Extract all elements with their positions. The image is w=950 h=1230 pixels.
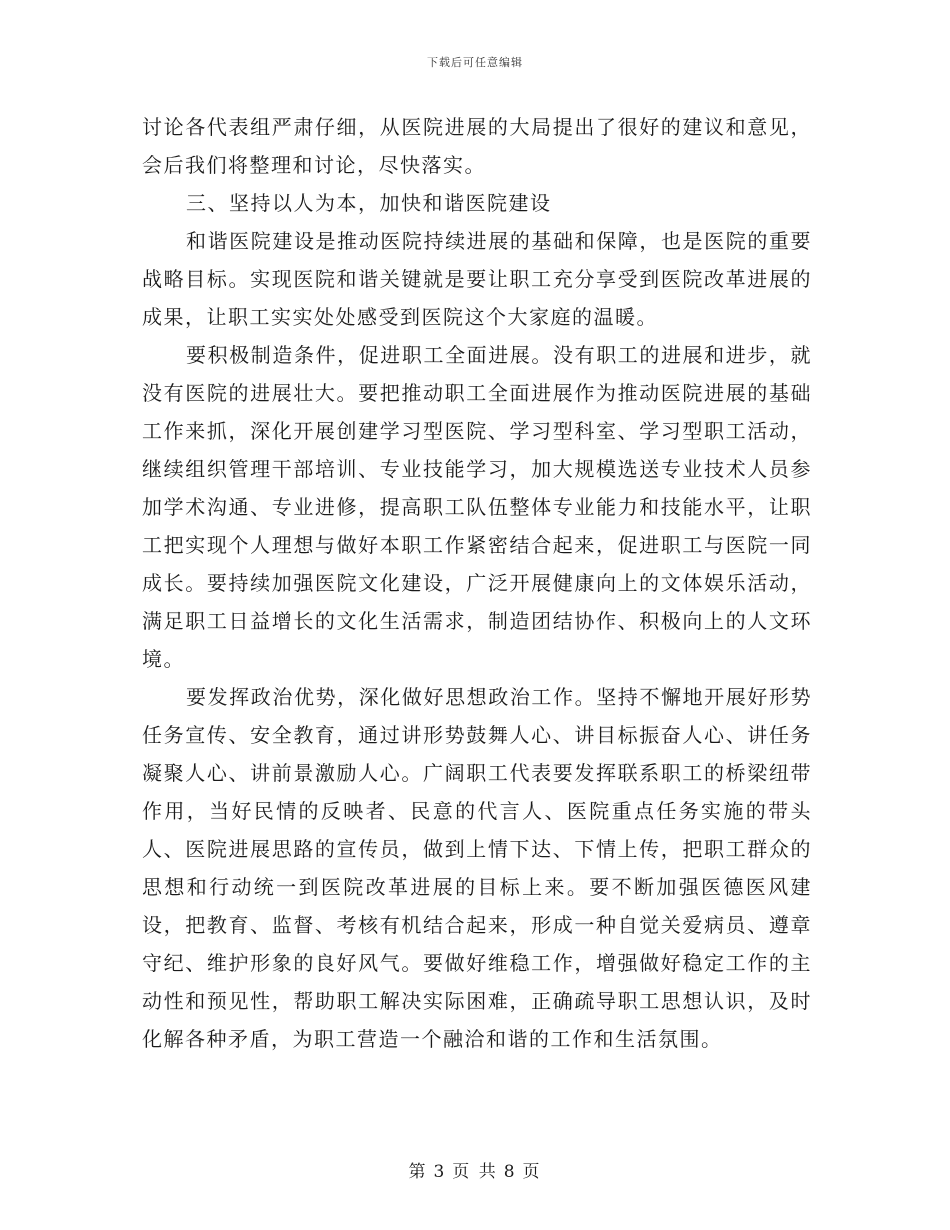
paragraph-continuation: 讨论各代表组严肃仔细，从医院进展的大局提出了很好的建议和意见，会后我们将整理和讨论，尽快落实。 xyxy=(142,115,812,177)
paragraph-harmonious-hospital: 和谐医院建设是推动医院持续进展的基础和保障，也是医院的重要战略目标。实现医院和谐关键就是要让职工充分享受到医院改革进展的成果，让职工实实处处感受到医院这个大家庭的温暖。 xyxy=(142,229,812,329)
footer-current-page: 3 xyxy=(433,1162,447,1182)
paragraph-political-work: 要发挥政治优势，深化做好思想政治工作。坚持不懈地开展好形势任务宣传、安全教育，通过讲形势鼓舞人心、讲目标振奋人心、讲任务凝聚人心、讲前景激励人心。广阔职工代表要发挥联系职工的桥梁纽带作用，当好民情的反映者、民意的代言人、医院重点任务实施的带头人、医院进展思路的宣传员，做到上情下达、下情上传，把职工群众的思想和行动统一到医院改革进展的目标上来。要不断加强医德医风建设，把教育、监督、考核有机结合起来，形成一种自觉关爱病员、遵章守纪、维护形象的良好风气。要做好维稳工作，增强做好稳定工作的主动性和预见性，帮助职工解决实际困难，正确疏导职工思想认识，及时化解各种矛盾，为职工营造一个融洽和谐的工作和生活氛围。 xyxy=(142,685,812,1051)
document-body xyxy=(142,108,812,1058)
footer-total-pages: 8 xyxy=(503,1162,517,1182)
paragraph-staff-development: 要积极制造条件，促进职工全面进展。没有职工的进展和进步，就没有医院的进展壮大。要把推动职工全面进展作为推动医院进展的基础工作来抓，深化开展创建学习型医院、学习型科室、学习型职工活动，继续组织管理干部培训、专业技能学习，加大规模选送专业技术人员参加学术沟通、专业进修，提高职工队伍整体专业能力和技能水平，让职工把实现个人理想与做好本职工作紧密结合起来，促进职工与医院一同成长。要持续加强医院文化建设，广泛开展健康向上的文体娱乐活动，满足职工日益增长的文化生活需求，制造团结协作、积极向上的人文环境。 xyxy=(142,343,812,671)
footer-suffix: 页 xyxy=(522,1162,542,1182)
page-footer xyxy=(0,1157,950,1182)
footer-middle: 页 共 xyxy=(452,1162,498,1182)
section-heading: 三、坚持以人为本，加快和谐医院建设 xyxy=(186,191,552,215)
footer-prefix: 第 xyxy=(408,1162,428,1182)
page-header-note: 下载后可任意编辑 xyxy=(427,56,523,69)
